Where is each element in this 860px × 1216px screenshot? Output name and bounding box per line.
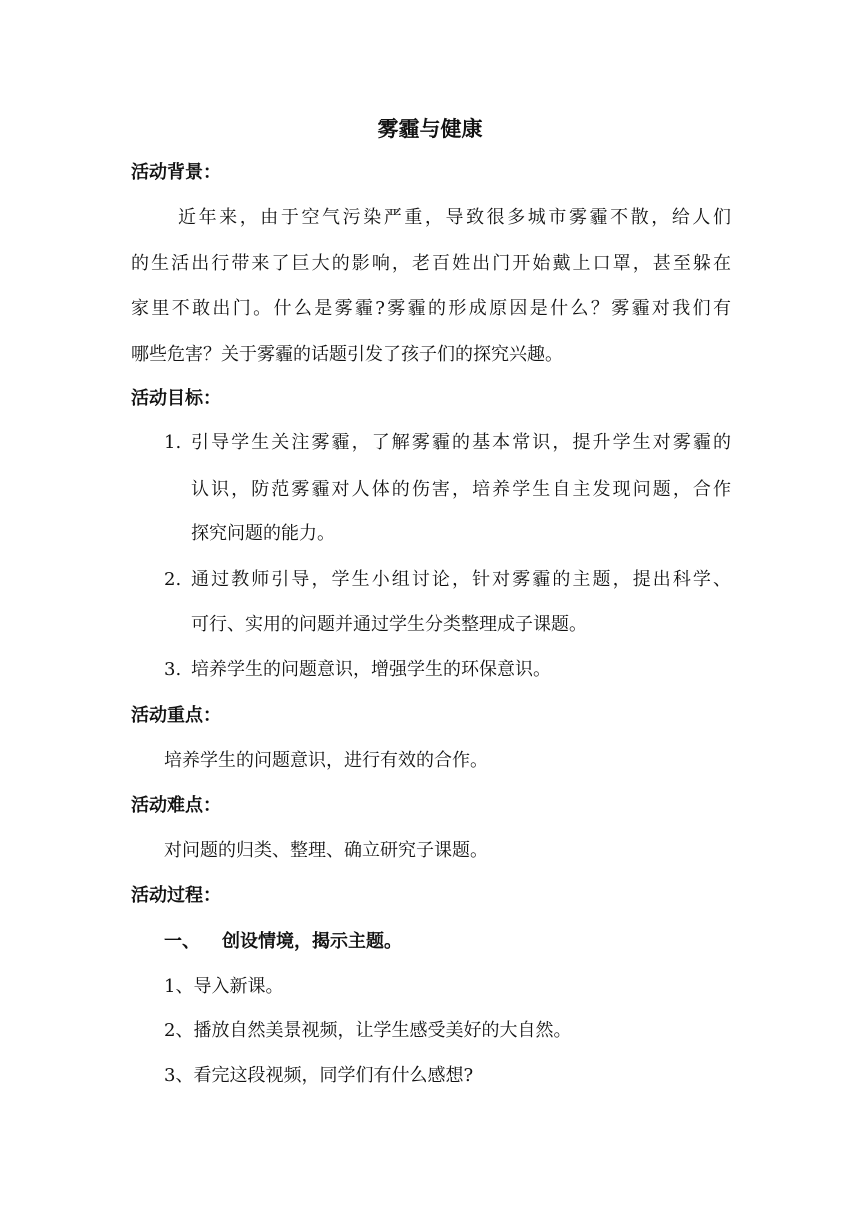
process-section-number: 一、 [164, 931, 200, 952]
key-point-text: 培养学生的问题意识，进行有效的合作。 [164, 750, 488, 771]
goal-1-line-2: 认识，防范雾霾对人体的伤害，培养学生自主发现问题，合作 [191, 479, 731, 500]
key-point-heading: 活动重点： [131, 705, 221, 726]
goal-1-line-1: 引导学生关注雾霾，了解雾霾的基本常识，提升学生对雾霾的 [191, 432, 731, 453]
process-step-3: 3、看完这段视频，同学们有什么感想? [164, 1065, 474, 1086]
goals-heading: 活动目标： [131, 388, 221, 409]
background-line-1: 近年来，由于空气污染严重，导致很多城市雾霾不散，给人们 [178, 207, 731, 228]
goal-2-number: 2. [164, 569, 182, 590]
background-heading: 活动背景： [131, 162, 221, 183]
goal-2-line-1: 通过教师引导，学生小组讨论，针对雾霾的主题，提出科学、 [191, 569, 731, 590]
background-line-2: 的生活出行带来了巨大的影响，老百姓出门开始戴上口罩，甚至躲在 [131, 253, 731, 274]
process-section-title: 创设情境，揭示主题。 [222, 931, 402, 952]
goal-3-number: 3. [164, 659, 182, 680]
document-title: 雾霾与健康 [377, 117, 483, 141]
difficulty-text: 对问题的归类、整理、确立研究子课题。 [164, 840, 488, 861]
process-step-1: 1、导入新课。 [164, 976, 284, 997]
difficulty-heading: 活动难点： [131, 795, 221, 816]
goal-1-number: 1. [164, 432, 182, 453]
goal-1-line-3: 探究问题的能力。 [191, 523, 335, 544]
goal-2-line-2: 可行、实用的问题并通过学生分类整理成子课题。 [191, 614, 587, 635]
process-heading: 活动过程： [131, 885, 221, 906]
goal-3-line-1: 培养学生的问题意识，增强学生的环保意识。 [191, 659, 551, 680]
background-line-4: 哪些危害？关于雾霾的话题引发了孩子们的探究兴趣。 [131, 344, 563, 365]
background-line-3: 家里不敢出门。什么是雾霾?雾霾的形成原因是什么？雾霾对我们有 [131, 298, 731, 319]
process-step-2: 2、播放自然美景视频，让学生感受美好的大自然。 [164, 1020, 572, 1041]
